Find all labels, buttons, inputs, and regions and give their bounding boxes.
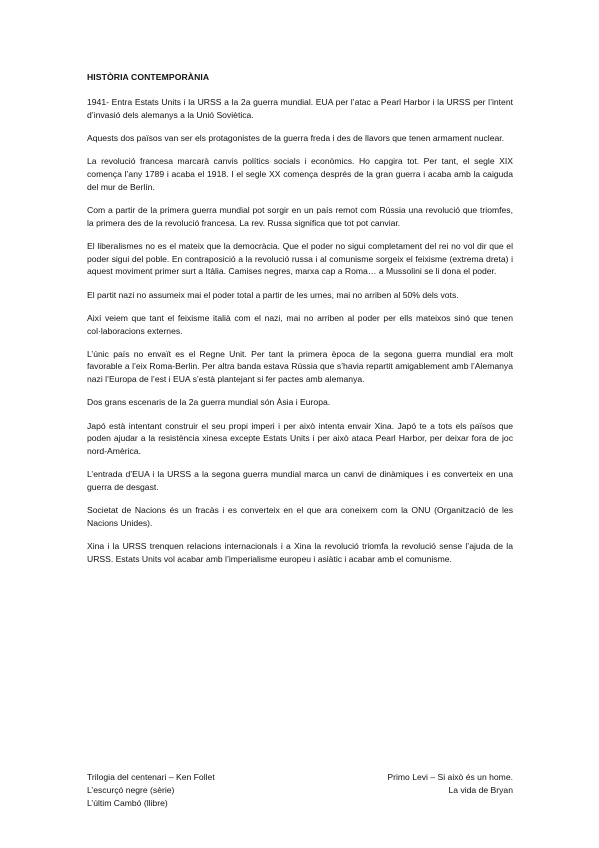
document-body xyxy=(87,96,513,576)
paragraph-9: Dos grans escenaris de la 2a guerra mundial són Àsia i Europa. xyxy=(87,397,331,408)
footer-left-line-1: Trilogia del centenari – Ken Follet xyxy=(87,772,215,782)
document-title: HISTÒRIA CONTEMPORÀNIA xyxy=(87,72,210,82)
paragraph-11: L’entrada d’EUA i la URSS a la segona guerra mundial marca un canvi de dinàmiques i es converteix en una guerra de desgast. xyxy=(87,469,513,493)
paragraph-3: La revolució francesa marcarà canvis polítics socials i econòmics. Ho capgira tot. Per tant, el segle XIX comença l’any 1789 i acaba el 1918. I el segle XX comença després de la gran guerra i acaba amb la caiguda del mur de Berlín. xyxy=(87,156,513,192)
paragraph-4: Com a partir de la primera guerra mundial pot sorgir en un país remot com Rússia una revolució que triomfes, la primera des de la revolució francesa. La rev. Russa significa que tot pot canviar. xyxy=(87,204,513,228)
footer-right-line-1: Primo Levi – Si això és un home. xyxy=(387,772,513,782)
footer-left-notes xyxy=(87,771,215,809)
footer-right-line-2: La vida de Bryan xyxy=(448,784,513,795)
footer-left-line-3: L’últim Cambó (llibre) xyxy=(87,797,168,808)
paragraph-12: Societat de Nacions és un fracàs i es converteix en el que ara coneixem com la ONU (Organització de les Nacions Unides). xyxy=(87,505,513,529)
paragraph-5: El liberalismes no es el mateix que la democràcia. Que el poder no sigui completament del rei no vol dir que el poder sigui del poble. En contraposició a la revolució russa i al comunisme sorgeix el feixisme (extrema dreta) i aquest moviment primer surt a Itàlia. Camises negres, marxa cap a Roma… a Mussolini se li dona el poder. xyxy=(87,240,513,277)
footer-left-line-2: L’escurçó negre (sèrie) xyxy=(87,784,175,795)
paragraph-2: Aquests dos països van ser els protagonistes de la guerra freda i des de llavors que tenen armament nuclear. xyxy=(87,132,505,143)
paragraph-1: 1941- Entra Estats Units i la URSS a la 2a guerra mundial. EUA per l’atac a Pearl Harbor i la URSS per l’intent d’invasió dels alemanys a la Unió Soviètica. xyxy=(87,97,513,120)
paragraph-6: El partit nazi no assumeix mai el poder total a partir de les urnes, mai no arriben al 50% dels vots. xyxy=(87,289,459,300)
paragraph-8: L’únic país no envaït es el Regne Unit. Per tant la primera època de la segona guerra mundial era molt favorable a l’eix Roma-Berlin. Per altra banda estava Rússia que s’havia repartit amigablement amb l’Alemanya nazi l’Europa de l’est i EUA s’està plantejant si fer pactes amb alemanya. xyxy=(87,348,513,385)
paragraph-13: Xina i la URSS trenquen relacions internacionals i a Xina la revolució triomfa la revolució sense l’ajuda de la URSS. Estats Units vol acabar amb l’imperialisme europeu i asiàtic i acabar amb el comunisme. xyxy=(87,541,513,564)
paragraph-10: Japó està intentant construir el seu propi imperi i per això intenta envair Xina. Japó te a tots els països que poden ajudar a la resistència xinesa excepte Estats Units i per això ataca Pearl Harbor, per deixar fora de joc nord-Amèrica. xyxy=(87,420,513,457)
footer-right-notes xyxy=(387,771,513,797)
paragraph-7: Així veiem que tant el feixisme italià com el nazi, mai no arriben al poder per ells mateixos sinó que tenen col·laboracions externes. xyxy=(87,312,513,336)
